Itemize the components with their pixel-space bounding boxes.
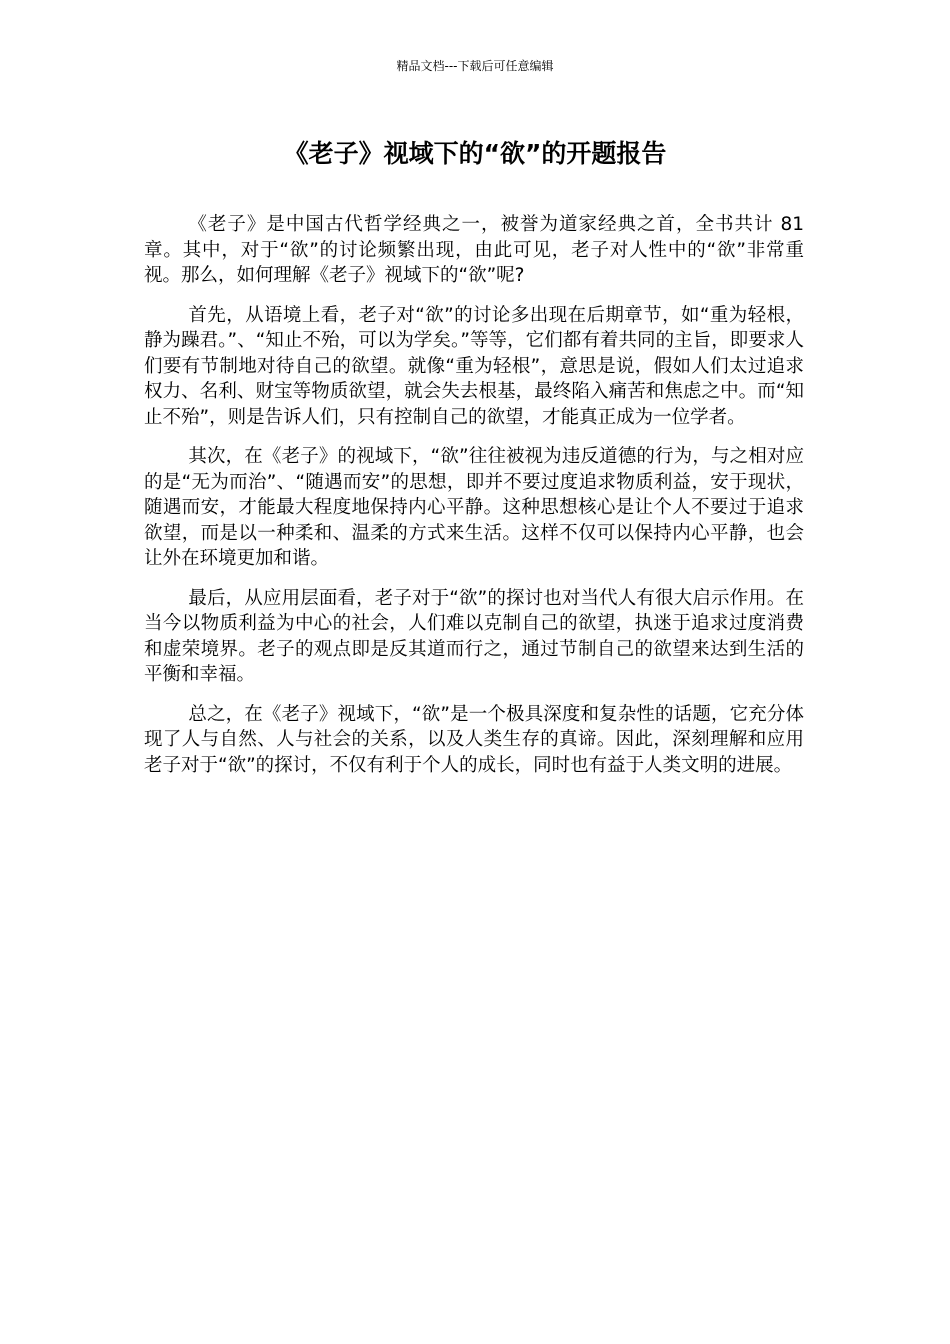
paragraph-third: 最后，从应用层面看，老子对于“欲”的探讨也对当代人有很大启示作用。在当今以物质利益为中心的社会，人们难以克制自己的欲望，执迷于追求过度消费和虚荣境界。老子的观点即是反其道而行之，通过节制自己的欲望来达到生活的平衡和幸福。	[144, 587, 804, 685]
paragraph-intro: 《老子》是中国古代哲学经典之一，被誉为道家经典之首，全书共计 81 章。其中，对于“欲”的讨论频繁出现，由此可见，老子对人性中的“欲”非常重视。那么，如何理解《老子》视域下的“欲”呢?	[144, 214, 804, 286]
document-body	[144, 212, 804, 792]
page-header: 精品文档---下载后可任意编辑	[396, 59, 554, 73]
paragraph-conclusion: 总之，在《老子》视域下，“欲”是一个极具深度和复杂性的话题，它充分体现了人与自然、人与社会的关系，以及人类生存的真谛。因此，深刻理解和应用老子对于“欲”的探讨，不仅有利于个人的成长，同时也有益于人类文明的进展。	[144, 703, 804, 776]
document-title: 《老子》视域下的“欲”的开题报告	[283, 139, 667, 168]
paragraph-second: 其次，在《老子》的视域下，“欲”往往被视为违反道德的行为，与之相对应的是“无为而治”、“随遇而安”的思想，即并不要过度追求物质利益，安于现状，随遇而安，才能最大程度地保持内心平静。这种思想核心是让个人不要过于追求欲望，而是以一种柔和、温柔的方式来生活。这样不仅可以保持内心平静，也会让外在环境更加和谐。	[144, 446, 804, 569]
paragraph-first: 首先，从语境上看，老子对“欲”的讨论多出现在后期章节，如“重为轻根，静为躁君。”、“知止不殆，可以为学矣。”等等，它们都有着共同的主旨，即要求人们要有节制地对待自己的欲望。就像“重为轻根”，意思是说，假如人们太过追求权力、名利、财宝等物质欲望，就会失去根基，最终陷入痛苦和焦虑之中。而“知止不殆”，则是告诉人们，只有控制自己的欲望，才能真正成为一位学者。	[144, 304, 804, 428]
